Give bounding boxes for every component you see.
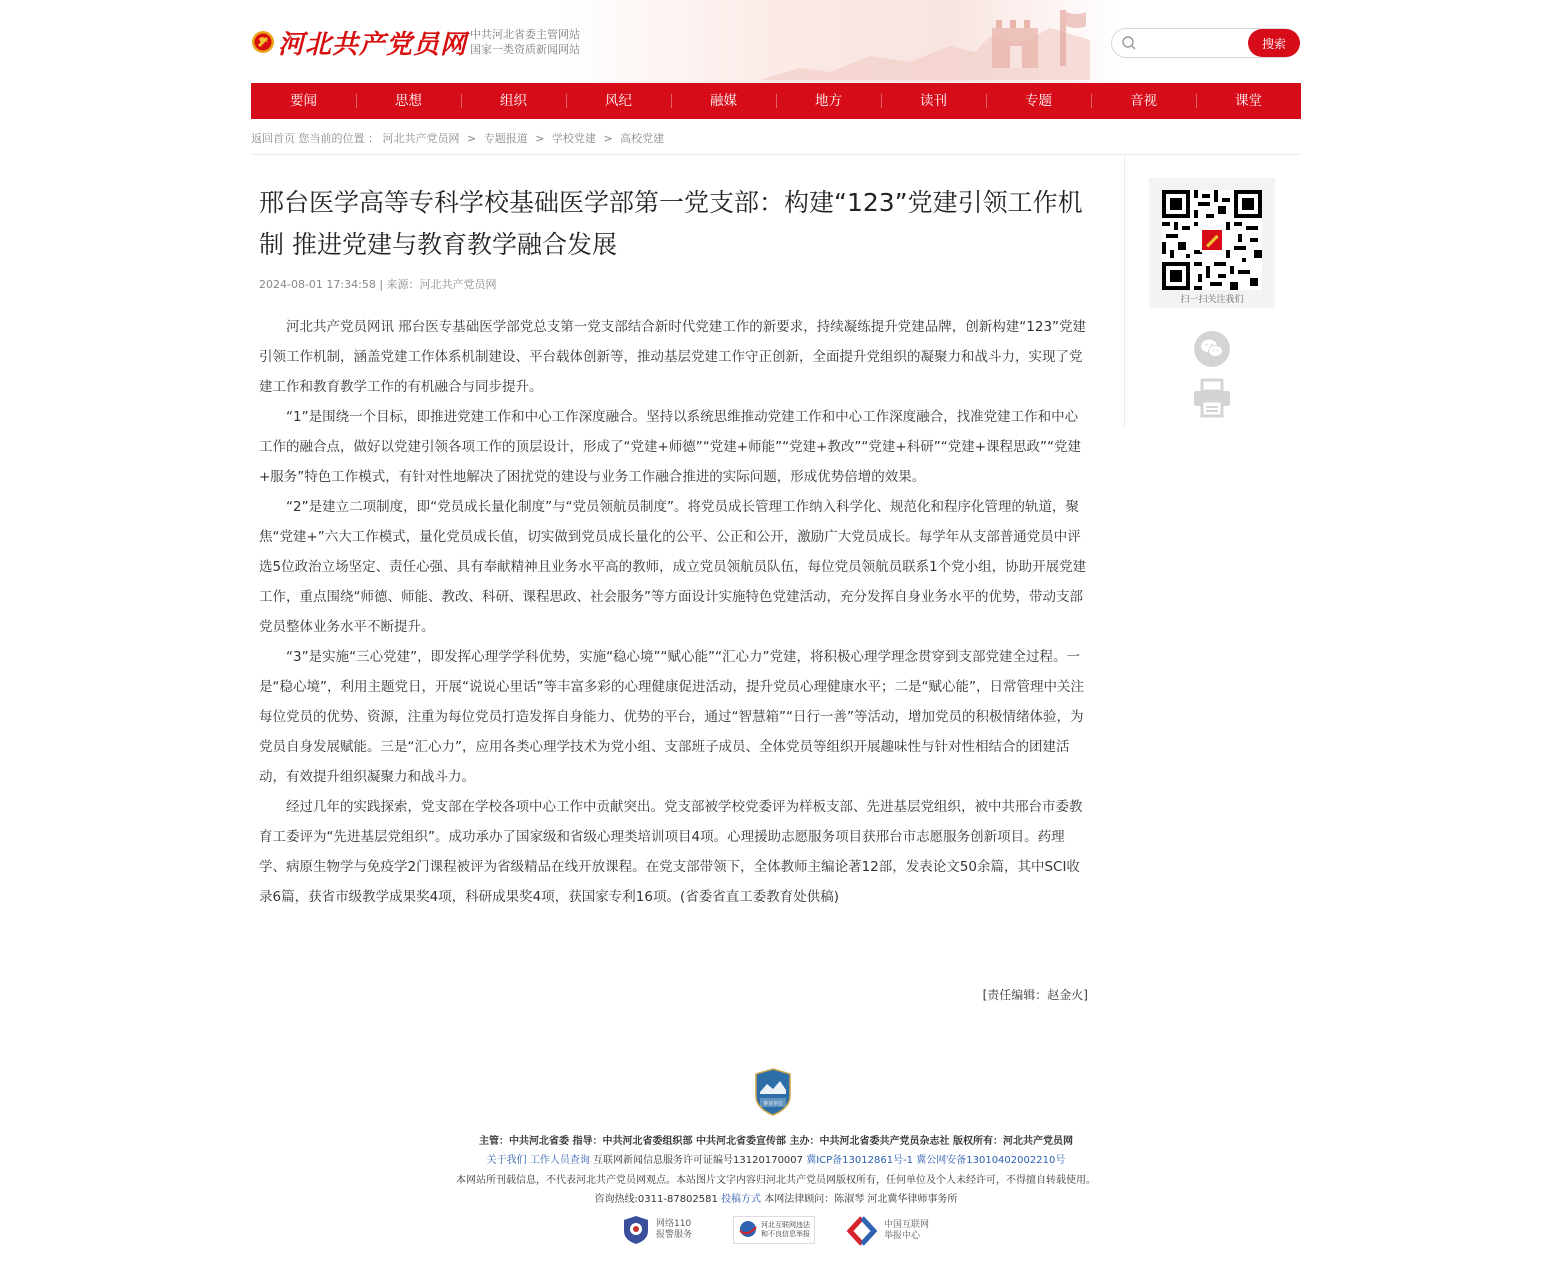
nav-item-zuzhi[interactable]: 组织 <box>461 83 566 119</box>
footer-hotline: 咨询热线:0311-87802581 <box>594 1194 718 1205</box>
footer-logo1-line1: 网络110 <box>656 1219 692 1229</box>
badge-text: 事业单位 <box>762 1101 784 1107</box>
nav-item-zhuanti[interactable]: 专题 <box>986 83 1091 119</box>
footer-logo1-line2: 报警服务 <box>656 1230 693 1240</box>
article-title: 邢台医学高等专科学校基础医学部第一党支部：构建“123”党建引领工作机制 推进党建与教育教学融合发展 <box>259 188 1083 259</box>
great-wall-illustration <box>760 6 1090 80</box>
nav-item-dukan[interactable]: 读刊 <box>881 83 986 119</box>
footer-license: 互联网新闻信息服务许可证编号13120170007 <box>593 1155 804 1166</box>
breadcrumb-separator: > <box>603 132 613 145</box>
footer-logo2-line1: 河北互联网违法 <box>761 1221 810 1229</box>
print-button[interactable] <box>1192 378 1232 418</box>
footer-logo2-line2: 和不良信息举报 <box>761 1230 810 1238</box>
footer-about-link[interactable]: 关于我们 <box>486 1155 527 1166</box>
responsible-editor: [责任编辑：赵金火] <box>982 988 1088 1002</box>
police-shield-icon <box>622 1215 650 1245</box>
article-meta: 2024-08-01 17:34:58 | 来源：河北共产党员网 <box>259 278 497 291</box>
nav-item-sixiang[interactable]: 思想 <box>356 83 461 119</box>
footer-links-row <box>0 1151 1552 1166</box>
nav-item-yaowen[interactable]: 要闻 <box>290 93 317 109</box>
footer-hebei-report-box <box>733 1216 815 1244</box>
breadcrumb-home-link[interactable]: 返回首页 <box>251 132 295 145</box>
footer-staff-link[interactable]: 工作人员查询 <box>529 1155 590 1166</box>
article-paragraph: “3”是实施“三心党建”，即发挥心理学学科优势，实施“稳心境”“赋心能”“汇心力”党建，将积极心理学理念贯穿到支部党建全过程。一是“稳心境”，利用主题党日，开展“说说心里话”等丰富多彩的心理健康促进活动，提升党员心理健康水平；二是“赋心能”，日常管理中关注每位党员的优势、资源，注重为每位党员打造发挥自身能力、优势的平台，通过“智慧箱”“日行一善”等活动，增加党员的积极情绪体验，为党员自身发展赋能。三是“汇心力”，应用各类心理学技术为党小组、支部班子成员、全体党员等组织开展趣味性与针对性相结合的团建活动，有效提升组织凝聚力和战斗力。 <box>259 649 1084 785</box>
footer-contact-row <box>0 1190 1552 1205</box>
nav-item-rongmei[interactable]: 融媒 <box>671 83 776 119</box>
printer-icon <box>1192 378 1232 418</box>
footer-lawyer: 本网法律顾问：陈淑琴 河北冀华律师事务所 <box>764 1194 958 1205</box>
slogan-line-1: 中共河北省委主管网站 <box>470 28 580 41</box>
logo-text: 河北共产党员网 <box>278 29 468 60</box>
footer-china-report-logo[interactable] <box>846 1216 929 1246</box>
breadcrumb-separator: > <box>467 132 477 145</box>
article-paragraph: 河北共产党员网讯 邢台医专基础医学部党总支第一党支部结合新时代党建工作的新要求，持续凝练提升党建品牌，创新构建“123”党建引领工作机制，涵盖党建工作体系机制建设、平台载体创新等，推动基层党建工作守正创新，全面提升党组织的凝聚力和战斗力，实现了党建工作和教育教学工作的有机融合与同步提升。 <box>259 319 1087 395</box>
site-header <box>0 0 1552 82</box>
nav-item-fengji[interactable]: 风纪 <box>566 83 671 119</box>
wechat-share-button[interactable] <box>1194 331 1230 367</box>
search-icon <box>1121 35 1137 51</box>
footer-logo3-line1: 中国互联网 <box>884 1220 930 1230</box>
search-input[interactable] <box>1142 31 1246 57</box>
breadcrumb <box>251 130 664 146</box>
breadcrumb-item[interactable]: 专题报道 <box>483 132 528 145</box>
article-paragraph: “2”是建立二项制度，即“党员成长量化制度”与“党员领航员制度”。将党员成长管理工作纳入科学化、规范化和程序化管理的轨道，聚焦“党建+”六大工作模式，量化党员成长值，切实做到党员成长量化的公平、公正和公开，激励广大党员成长。每学年从支部普通党员中评选5位政治立场坚定、责任心强、具有奉献精神且业务水平高的教师，成立党员领航员队伍，每位党员领航员联系1个党小组，协助开展党建工作，重点围绕“师德、师能、教改、科研、课程思政、社会服务”等方面设计实施特色党建活动，充分发挥自身业务水平的优势，带动支部党员整体业务水平不断提升。 <box>259 499 1087 635</box>
article-paragraph: 经过几年的实践探索，党支部在学校各项中心工作中贡献突出。党支部被学校党委评为样板支部、先进基层党组织，被中共邢台市委教育工委评为“先进基层党组织”。成功承办了国家级和省级心理类培训项目4项。心理援助志愿服务项目获邢台市志愿服务创新项目。药理学、病原生物学与免疫学2门课程被评为省级精品在线开放课程。在党支部带领下，全体教师主编论著12部，发表论文50余篇，其中SCI收录6篇，获省市级教学成果奖4项，科研成果奖4项，获国家专利16项。(省委省直工委教育处供稿) <box>259 799 1083 905</box>
breadcrumb-current-label: 您当前的位置 ： <box>298 132 379 145</box>
wechat-icon <box>1194 331 1230 367</box>
article-paragraph: “1”是围绕一个目标，即推进党建工作和中心工作深度融合。坚持以系统思维推动党建工作和中心工作深度融合，找准党建工作和中心工作的融合点，做好以党建引领各项工作的顶层设计，形成了“党建+师德”“党建+师能”“党建+教改”“党建+科研”“党建+课程思政”“党建+服务”特色工作模式，有针对性地解决了困扰党的建设与业务工作融合推进的实际问题，形成优势倍增的效果。 <box>259 409 1081 485</box>
footer-hebei-report-logo[interactable] <box>733 1216 815 1244</box>
site-slogan <box>470 27 580 57</box>
footer-police-link[interactable]: 冀公网安备13010402002210号 <box>916 1155 1066 1166</box>
footer-police-110-logo[interactable] <box>622 1215 692 1245</box>
public-institution-badge-icon[interactable] <box>753 1068 793 1116</box>
divider <box>251 154 1301 155</box>
nav-item-ketang[interactable]: 课堂 <box>1196 83 1301 119</box>
nav-item-yinshi[interactable]: 音视 <box>1091 83 1196 119</box>
site-logo[interactable] <box>251 22 467 62</box>
main-nav <box>251 83 1301 119</box>
footer-icp-link[interactable]: 冀ICP备13012861号-1 <box>806 1155 914 1166</box>
slogan-line-2: 国家一类资质新闻网站 <box>470 43 580 56</box>
search-button[interactable]: 搜索 <box>1248 29 1300 57</box>
breadcrumb-item[interactable]: 河北共产党员网 <box>382 132 460 145</box>
breadcrumb-item[interactable]: 学校党建 <box>551 132 596 145</box>
article-body <box>259 312 1089 912</box>
breadcrumb-item[interactable]: 高校党建 <box>620 132 665 145</box>
qr-caption: 扫一扫关注我们 <box>1180 295 1244 305</box>
report-globe-icon <box>738 1219 758 1241</box>
footer-disclaimer: 本网站所刊载信息，不代表河北共产党员网观点。本站图片文字内容归河北共产党员网版权所有，任何单位及个人未经许可，不得擅自转载使用。 <box>456 1175 1096 1186</box>
footer-contribute-link[interactable]: 投稿方式 <box>721 1194 762 1205</box>
qr-code-icon <box>1162 190 1262 290</box>
china-report-center-icon <box>846 1216 878 1246</box>
nav-item-difang[interactable]: 地方 <box>776 83 881 119</box>
footer-sponsor-info: 主管：中共河北省委 指导：中共河北省委组织部 中共河北省委宣传部 主办：中共河北省委共产党员杂志社 版权所有：河北共产党员网 <box>479 1136 1073 1147</box>
footer-logo3-line2: 举报中心 <box>884 1231 921 1241</box>
breadcrumb-separator: > <box>535 132 545 145</box>
sidebar-divider <box>1124 155 1125 427</box>
party-emblem-icon <box>251 30 275 54</box>
